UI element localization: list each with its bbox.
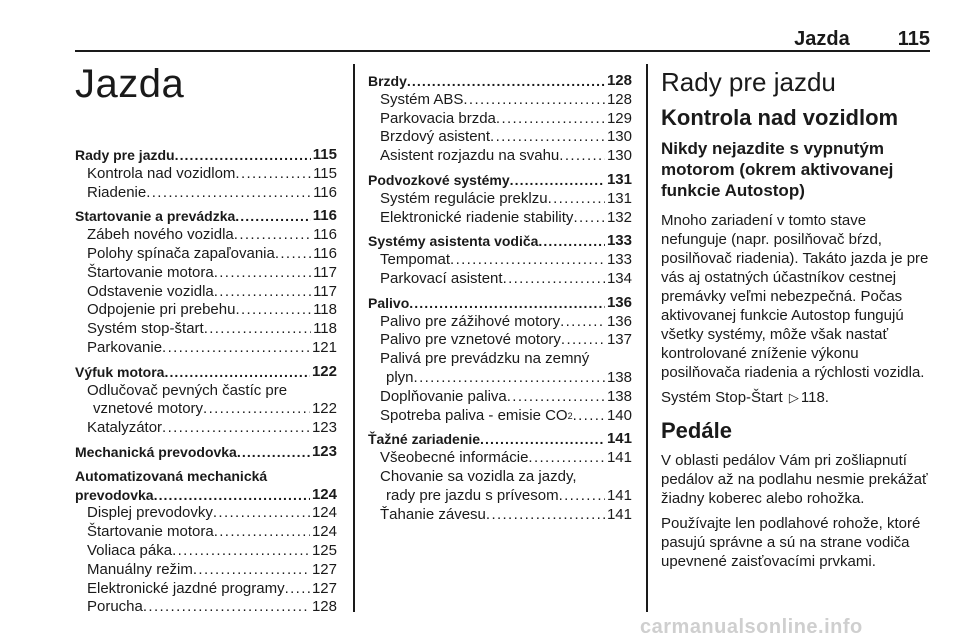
toc-page-number: 116 [313, 244, 337, 262]
toc-page-number: 128 [311, 598, 337, 616]
toc-page-number: 124 [311, 504, 337, 522]
toc-leader-dots [214, 523, 310, 542]
toc-entry-label: vznetové motory [93, 400, 204, 418]
toc-entry-label: prevodovka [75, 486, 154, 503]
column-divider-1 [353, 64, 355, 612]
toc-entry[interactable] [368, 209, 632, 228]
toc-entry[interactable] [75, 207, 337, 226]
toc-leader-dots [162, 419, 310, 438]
toc-entry-label: Parkovacia brzda [380, 109, 496, 127]
toc-entry-label: Palivo pre vznetové motory [380, 331, 561, 349]
toc-entry[interactable] [368, 449, 632, 468]
toc-entry[interactable] [368, 128, 632, 147]
xref-page: 118. [800, 389, 829, 406]
toc-page-number: 122 [311, 362, 337, 380]
toc-page-number: 130 [606, 128, 632, 146]
toc-entry[interactable] [368, 506, 632, 525]
toc-page-number: 122 [311, 400, 337, 418]
toc-entry[interactable] [368, 147, 632, 166]
toc-entry[interactable] [75, 146, 337, 165]
toc-entry[interactable] [75, 245, 337, 264]
toc-leader-dots [480, 430, 605, 449]
toc-leader-dots [561, 331, 605, 350]
toc-entry-label: Výfuk motora [75, 363, 165, 380]
toc-entry-label: Polohy spínača zapaľovania [87, 244, 275, 262]
header-page-number: 115 [897, 28, 930, 50]
toc-leader-dots [573, 209, 605, 228]
toc-leader-dots [559, 147, 605, 166]
toc-page-number: 131 [606, 170, 632, 188]
toc-entry[interactable] [368, 313, 632, 332]
toc-entry-label: Porucha [87, 598, 143, 616]
toc-entry-label: Tempomat [380, 251, 451, 269]
toc-leader-dots [490, 128, 605, 147]
toc-leader-dots [175, 146, 311, 165]
section-title: Rady pre jazdu [661, 67, 836, 97]
toc-leader-dots [162, 339, 310, 358]
toc-entry-label: Systém regulácie preklzu [380, 189, 548, 207]
toc-entry-label: Spotreba paliva - emisie CO [380, 406, 568, 424]
toc-leader-dots [559, 487, 605, 506]
toc-page-number: 124 [311, 485, 337, 503]
toc-page-number: 127 [311, 560, 337, 578]
toc-entry[interactable] [368, 487, 632, 506]
column-divider-2 [646, 64, 648, 612]
toc-entry[interactable] [75, 226, 337, 245]
toc-entry-label: Štartovanie motora [87, 523, 214, 541]
toc-leader-dots [172, 542, 310, 561]
toc-page-number: 123 [311, 442, 337, 460]
toc-page-number: 140 [606, 406, 632, 424]
toc-page-number: 123 [311, 419, 337, 437]
toc-leader-dots [528, 449, 605, 468]
toc-page-number: 132 [606, 208, 632, 226]
toc-leader-dots [463, 91, 605, 110]
toc-entry[interactable] [368, 190, 632, 209]
toc-page-number: 141 [606, 505, 632, 523]
toc-leader-dots [409, 294, 605, 313]
toc-page-number: 116 [312, 207, 337, 225]
toc-leader-dots [496, 110, 605, 129]
toc-entry-label: Elektronické riadenie stability [380, 208, 574, 226]
toc-entry[interactable] [368, 72, 632, 91]
toc-page-number: 141 [606, 449, 632, 467]
toc-entry-label: Štartovanie motora [87, 263, 214, 281]
toc-entry[interactable] [368, 294, 632, 313]
toc-leader-dots [573, 407, 605, 426]
header-chapter: Jazda [794, 28, 850, 50]
toc-entry[interactable] [75, 443, 337, 462]
toc-page-number: 118 [313, 301, 337, 319]
toc-entry-label: Parkovací asistent [380, 269, 503, 287]
toc-entry-label: Doplňovanie paliva [380, 387, 507, 405]
header-rule [75, 50, 930, 52]
toc-leader-dots [560, 313, 605, 332]
toc-page-number: 136 [606, 312, 632, 330]
subsection-title: Kontrola nad vozidlom [661, 105, 899, 130]
toc-leader-dots [235, 207, 311, 226]
toc-page-number: 129 [606, 109, 632, 127]
toc-entry-label: Startovanie a prevádzka [75, 208, 236, 225]
toc-page-number: 141 [606, 430, 632, 448]
toc-page-number: 117 [313, 263, 337, 281]
toc-entry[interactable] [368, 407, 632, 426]
toc-entry-label: Ťahanie závesu [380, 505, 486, 523]
toc-entry-label: Systémy asistenta vodiča [368, 233, 539, 250]
toc-entry-label: Parkovanie [87, 338, 163, 356]
toc-entry-label: Podvozkové systémy [368, 171, 510, 188]
toc-entry-line[interactable]: Chovanie sa vozidla za jazdy, [380, 467, 577, 485]
toc-entry[interactable] [368, 388, 632, 407]
toc-page-number: 121 [311, 338, 337, 356]
toc-entry-label: Elektronické jazdné programy [87, 579, 285, 597]
toc-entry-label: Palivo pre zážihové motory [380, 312, 561, 330]
toc-entry[interactable] [75, 419, 337, 438]
toc-page-number: 133 [606, 251, 632, 269]
toc-entry-label: plyn [386, 368, 414, 386]
toc-entry-label: Všeobecné informácie [380, 449, 529, 467]
toc-list-1 [75, 146, 337, 617]
toc-entry-label: Manuálny režim [87, 560, 193, 578]
toc-entry[interactable] [368, 331, 632, 350]
toc-entry[interactable] [368, 430, 632, 449]
toc-page-number: 116 [313, 226, 337, 244]
toc-leader-dots [285, 580, 310, 599]
toc-leader-dots [143, 598, 310, 617]
toc-entry[interactable] [75, 400, 337, 419]
toc-entry-label: Systém ABS [380, 90, 464, 108]
toc-entry-label: Odstavenie vozidla [87, 282, 214, 300]
toc-entry[interactable] [75, 165, 337, 184]
toc-page-number: 130 [606, 147, 632, 165]
toc-page-number: 133 [606, 232, 632, 250]
toc-entry[interactable] [368, 91, 632, 110]
toc-page-number: 116 [313, 183, 337, 201]
toc-entry-label: Kontrola nad vozidlom [87, 164, 236, 182]
toc-entry-subscript: 2 [567, 410, 573, 421]
toc-entry-label: Systém stop-štart [87, 320, 204, 338]
toc-leader-dots [486, 506, 605, 525]
toc-entry-label: Katalyzátor [87, 419, 163, 437]
toc-column-1 [75, 60, 337, 617]
toc-entry-label: Displej prevodovky [87, 504, 213, 522]
toc-column-2 [368, 72, 632, 524]
toc-entry[interactable] [75, 184, 337, 203]
toc-page-number: 136 [606, 293, 632, 311]
pedals-text-2: Používajte len podlahové rohože, ktoré pasujú správne a sú na strane vodiča upevnené zaisťovacími prvkami. [661, 515, 921, 570]
toc-entry[interactable] [368, 251, 632, 270]
toc-leader-dots [450, 251, 605, 270]
toc-leader-dots [503, 270, 605, 289]
watermark: carmanualsonline.info [640, 616, 863, 638]
warning-heading: Nikdy nejazdite s vypnutým motorom (okrem aktivovanej funkcie Autostop) [661, 139, 894, 200]
toc-entry[interactable] [75, 320, 337, 339]
toc-entry[interactable] [75, 301, 337, 320]
toc-leader-dots [203, 400, 310, 419]
toc-entry[interactable] [75, 542, 337, 561]
toc-entry[interactable] [75, 486, 337, 505]
toc-entry[interactable] [75, 561, 337, 580]
pedals-text-1: V oblasti pedálov Vám pri zošliapnutí pedálov až na podlahu nesmie prekážať žiadny koberec alebo rohožka. [661, 452, 928, 507]
toc-leader-dots [407, 72, 605, 91]
toc-page-number: 131 [606, 189, 632, 207]
toc-entry-label: Ťažné zariadenie [368, 431, 481, 448]
toc-entry-label: Brzdový asistent [380, 128, 491, 146]
toc-entry-label: Brzdy [368, 73, 407, 89]
toc-page-number: 125 [311, 541, 337, 559]
toc-page-number: 128 [606, 90, 632, 108]
toc-entry-label: Asistent rozjazdu na svahu [380, 147, 560, 165]
toc-entry[interactable] [75, 283, 337, 302]
toc-leader-dots [237, 443, 310, 462]
toc-entry[interactable] [75, 523, 337, 542]
toc-entry[interactable] [368, 369, 632, 388]
chapter-title: Jazda [75, 62, 185, 106]
toc-entry-line[interactable]: Odlučovač pevných častíc pre [87, 381, 288, 399]
toc-entry-label: Rady pre jazdu [75, 147, 175, 163]
content-column [661, 66, 936, 577]
toc-page-number: 128 [606, 72, 632, 89]
toc-entry[interactable] [75, 580, 337, 599]
toc-entry-label: Palivo [368, 294, 410, 311]
toc-entry[interactable] [75, 264, 337, 283]
toc-leader-dots [193, 561, 310, 580]
toc-entry[interactable] [75, 598, 337, 617]
toc-leader-dots [414, 369, 605, 388]
toc-entry-line[interactable]: Palivá pre prevádzku na zemný [380, 350, 590, 368]
toc-entry-label: Zábeh nového vozidla [87, 226, 234, 244]
toc-entry[interactable] [368, 110, 632, 129]
toc-leader-dots [275, 245, 311, 264]
toc-entry-label: rady pre jazdu s prívesom [386, 486, 559, 504]
toc-entry-line[interactable]: Automatizovaná mechanická [75, 467, 268, 484]
toc-entry[interactable] [75, 504, 337, 523]
toc-page-number: 138 [606, 387, 632, 405]
toc-list-2 [368, 72, 632, 524]
toc-leader-dots [214, 264, 311, 283]
toc-leader-dots [235, 165, 311, 184]
toc-entry[interactable] [368, 171, 632, 190]
toc-leader-dots [510, 171, 605, 190]
page-header [0, 28, 930, 51]
toc-leader-dots [507, 388, 605, 407]
toc-entry-label: Riadenie [87, 183, 147, 201]
toc-page-number: 115 [313, 164, 337, 182]
toc-leader-dots [234, 226, 311, 245]
warning-text: Mnoho zariadení v tomto stave nefunguje (napr. posilňovač bŕzd, posilňovač riadenia). Takáto jazda je pre vás aj ostatných účastníkov cestnej premávky veľmi nebezpečná. Počas aktivovanej funkcie Autostop fungujú všetky systémy, môže však nastať kontrolované zníženie výkonu posilňovača riadenia a rýchlosti vozidla. [661, 212, 929, 381]
toc-entry[interactable] [75, 363, 337, 382]
toc-leader-dots [213, 504, 310, 523]
toc-page-number: 117 [313, 282, 337, 300]
toc-leader-dots [204, 320, 311, 339]
toc-entry-label: Mechanická prevodovka [75, 443, 237, 460]
toc-page-number: 134 [606, 269, 632, 287]
toc-leader-dots [154, 486, 310, 505]
toc-leader-dots [164, 363, 310, 382]
xref-label: Systém Stop-Štart [661, 389, 783, 406]
toc-entry[interactable] [75, 339, 337, 358]
cross-reference[interactable] [661, 388, 936, 407]
toc-entry[interactable] [368, 232, 632, 251]
toc-page-number: 137 [606, 331, 632, 349]
pedals-heading: Pedále [661, 418, 732, 443]
toc-entry-label: Odpojenie pri prebehu [87, 301, 236, 319]
toc-leader-dots [538, 232, 605, 251]
toc-page-number: 118 [313, 320, 337, 338]
toc-leader-dots [235, 301, 311, 320]
toc-page-number: 124 [311, 523, 337, 541]
toc-page-number: 138 [606, 368, 632, 386]
toc-leader-dots [146, 184, 311, 203]
xref-arrow-icon: ▷ [788, 390, 799, 405]
toc-page-number: 127 [311, 579, 337, 597]
toc-leader-dots [214, 283, 311, 302]
toc-page-number: 141 [606, 486, 632, 504]
toc-entry-label: Voliaca páka [87, 541, 173, 559]
toc-leader-dots [548, 190, 605, 209]
toc-page-number: 115 [312, 146, 337, 163]
toc-entry[interactable] [368, 270, 632, 289]
